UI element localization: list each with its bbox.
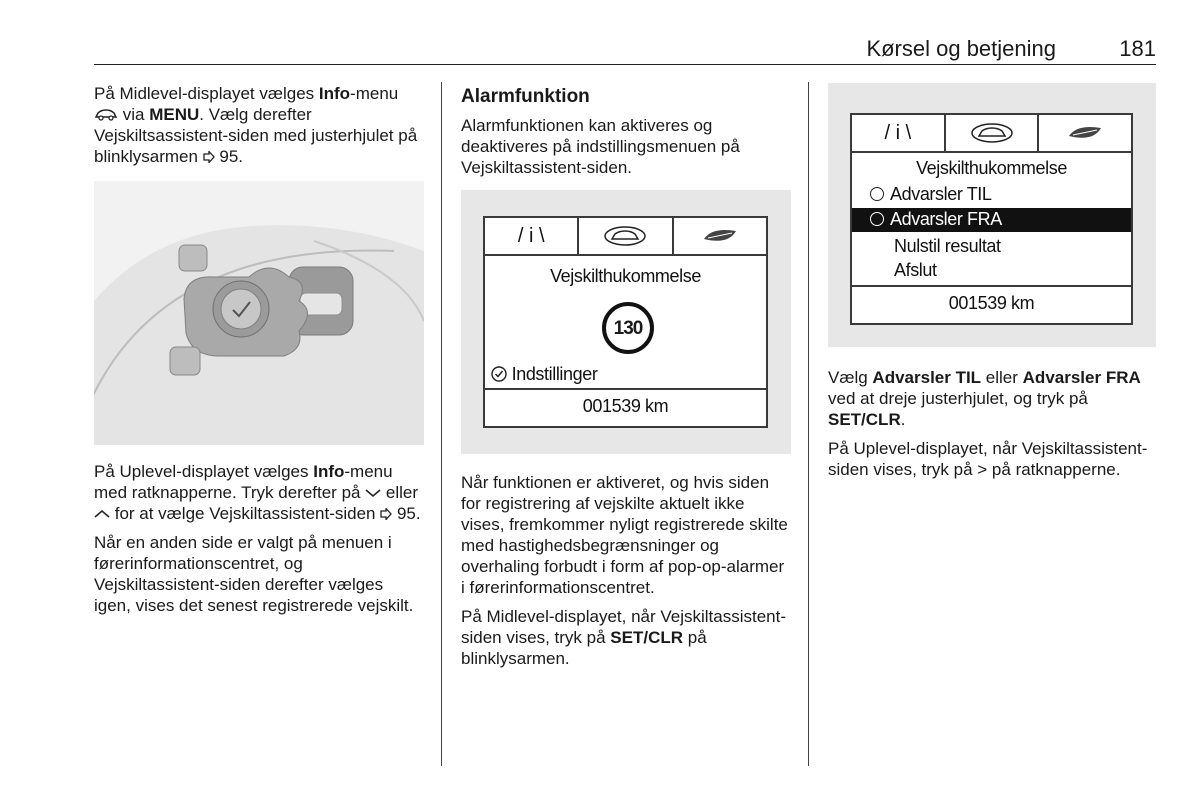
checkmark-circle-icon	[491, 364, 512, 384]
display-title: Vejskilthukommelse	[550, 266, 701, 286]
column-1	[94, 83, 424, 624]
car-icon	[577, 218, 673, 254]
page-reference-icon	[203, 147, 215, 166]
car-icon	[944, 115, 1040, 151]
display-tabs	[852, 115, 1131, 153]
chevron-down-icon	[365, 483, 381, 502]
radio-off-icon	[870, 187, 884, 201]
steering-wheel-illustration	[94, 181, 424, 445]
paragraph: På Midlevel-displayet vælges Info-menu via MENU. Vælg derefter Vejskiltsassistent-siden med justerhjulet på blinklysarmen 95.	[94, 84, 418, 166]
display-screen	[483, 216, 768, 428]
page-number: 181	[1119, 36, 1156, 61]
leaf-icon	[1039, 115, 1131, 151]
column-2	[461, 86, 791, 677]
speed-limit-sign: 130	[602, 302, 654, 354]
paragraph: Alarmfunktionen kan aktiveres og deaktiveres på indstillingsmenuen på Vejskiltassistent-siden.	[461, 116, 740, 177]
menu-item-warnings-on[interactable]: Advarsler TIL	[870, 184, 992, 205]
paragraph: Når funktionen er aktiveret, og hvis siden for registrering af vejskilte aktuelt ikke vises, fremkommer nyligt registrerede skilte med hastighedsbegrænsninger og overhaling forbudt i form af pop-op-alarmer i førerinformationscentret.	[461, 473, 788, 597]
leaf-icon	[674, 218, 766, 254]
display-title: Vejskilthukommelse	[916, 158, 1067, 178]
menu-item-warnings-off[interactable]: Advarsler FRA	[852, 208, 1131, 232]
odometer: 001539 km	[582, 396, 669, 416]
section-heading: Alarmfunktion	[461, 86, 590, 107]
paragraph: Vælg Advarsler TIL eller Advarsler FRA ved at dreje justerhjulet, og tryk på SET/CLR.	[828, 368, 1141, 429]
column-divider	[808, 82, 809, 766]
display-screen	[850, 113, 1133, 325]
odometer: 001539 km	[948, 293, 1035, 313]
paragraph: På Midlevel-displayet, når Vejskiltassistent-siden vises, tryk på SET/CLR på blinklysarmen.	[461, 607, 787, 668]
column-divider	[441, 82, 442, 766]
menu-item-reset[interactable]: Nulstil resultat	[894, 236, 1001, 256]
display-divider	[852, 285, 1131, 287]
chapter-title: Kørsel og betjening	[866, 36, 1056, 61]
settings-option: Indstillinger	[491, 364, 597, 385]
tab-info: / i \	[884, 121, 912, 144]
display-divider	[485, 388, 766, 390]
page-reference-icon	[380, 504, 392, 523]
page-header	[94, 30, 1156, 65]
paragraph: Når en anden side er valgt på menuen i førerinformationscentret, og Vejskiltassistent-siden derefter vælges igen, vises det senest registrerede vejskilt.	[94, 533, 414, 615]
display-illustration	[461, 190, 791, 454]
chevron-up-icon	[94, 504, 110, 523]
paragraph: På Uplevel-displayet, når Vejskiltassistent-siden vises, tryk på > på ratknapperne.	[828, 439, 1148, 479]
radio-off-icon	[870, 212, 884, 226]
display-illustration	[828, 83, 1156, 347]
car-menu-icon	[94, 105, 118, 124]
menu-item-exit[interactable]: Afslut	[894, 260, 937, 280]
display-tabs	[485, 218, 766, 256]
column-3	[828, 83, 1156, 488]
tab-info: / i \	[517, 224, 545, 247]
paragraph: På Uplevel-displayet vælges Info-menu med ratknapperne. Tryk derefter på eller for at vælge Vejskiltassistent-siden 95.	[94, 462, 421, 523]
